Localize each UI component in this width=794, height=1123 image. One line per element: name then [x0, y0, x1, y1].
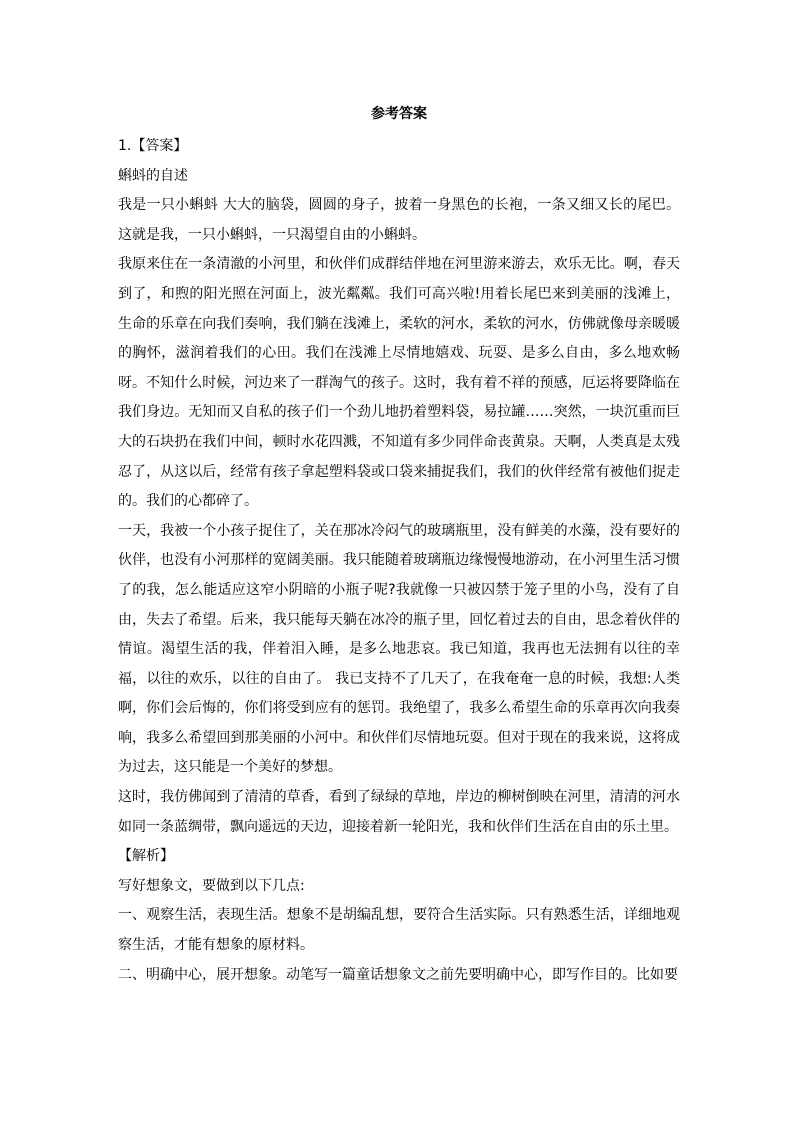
analysis-point: 一、观察生活，表现生活。想象不是胡编乱想，要符合生活实际。只有熟悉生活，详细地观察生活，才能有想象的原材料。: [118, 907, 680, 954]
document-page: [118, 100, 680, 990]
essay-paragraph: 一天，我被一个小孩子捉住了，关在那冰冷闷气的玻璃瓶里，没有鲜美的水藻，没有要好的伙伴，也没有小河那样的宽阔美丽。我只能随着玻璃瓶边缘慢慢地游动，在小河里生活习惯了的我，怎么能适应这窄小阴暗的小瓶子呢?我就像一只被囚禁于笼子里的小鸟，没有了自由，失去了希望。后来，我只能每天躺在冰冷的瓶子里，回忆着过去的自由，思念着伙伴的情谊。渴望生活的我，伴着泪入睡，是多么地悲哀。我已知道，我再也无法拥有以往的幸福，以往的欢乐，以往的自由了。 我已支持不了几天了，在我奄奄一息的时候，我想:人类啊，你们会后悔的，你们将受到应有的惩罚。我绝望了，我多么希望生命的乐章再次向我奏响，我多么希望回到那美丽的小河中。和伙伴们尽情地玩耍。但对于现在的我来说，这将成为过去，这只能是一个美好的梦想。: [118, 522, 680, 776]
essay-paragraph: 我是一只小蝌蚪 大大的脑袋，圆圆的身子，披着一身黑色的长袍，一条又细又长的尾巴。这就是我，一只小蝌蚪，一只渴望自由的小蝌蚪。: [118, 197, 680, 243]
analysis-intro: 写好想象文，要做到以下几点:: [118, 877, 305, 894]
essay-title: 蝌蚪的自述: [118, 167, 188, 184]
analysis-header: 【解析】: [118, 848, 174, 865]
document-title: 参考答案: [371, 106, 427, 122]
answer-header: 1.【答案】: [118, 138, 188, 154]
essay-paragraph: 这时，我仿佛闻到了清清的草香，看到了绿绿的草地，岸边的柳树倒映在河里，清清的河水如同一条蓝绸带，飘向遥远的天边，迎接着新一轮阳光，我和伙伴们生活在自由的乐土里。: [118, 789, 680, 835]
essay-paragraph: 我原来住在一条清澈的小河里，和伙伴们成群结伴地在河里游来游去，欢乐无比。啊，春天到了，和煦的阳光照在河面上，波光粼粼。我们可高兴啦!用着长尾巴来到美丽的浅滩上，生命的乐章在向我们奏响，我们躺在浅滩上，柔软的河水，柔软的河水，仿佛就像母亲暖暖的胸怀，滋润着我们的心田。我们在浅滩上尽情地嬉戏、玩耍、是多么自由，多么地欢畅呀。不知什么时候，河边来了一群淘气的孩子。这时，我有着不祥的预感，厄运将要降临在我们身边。无知而又自私的孩子们一个劲儿地扔着塑料袋，易拉罐……突然，一块沉重而巨大的石块扔在我们中间，顿时水花四溅，不知道有多少同伴命丧黄泉。天啊，人类真是太残忍了，从这以后，经常有孩子拿起塑料袋或口袋来捕捉我们，我们的伙伴经常有被他们捉走的。我们的心都碎了。: [118, 256, 680, 510]
analysis-point: 二、明确中心，展开想象。动笔写一篇童话想象文之前先要明确中心，即写作目的。比如要: [118, 966, 678, 983]
